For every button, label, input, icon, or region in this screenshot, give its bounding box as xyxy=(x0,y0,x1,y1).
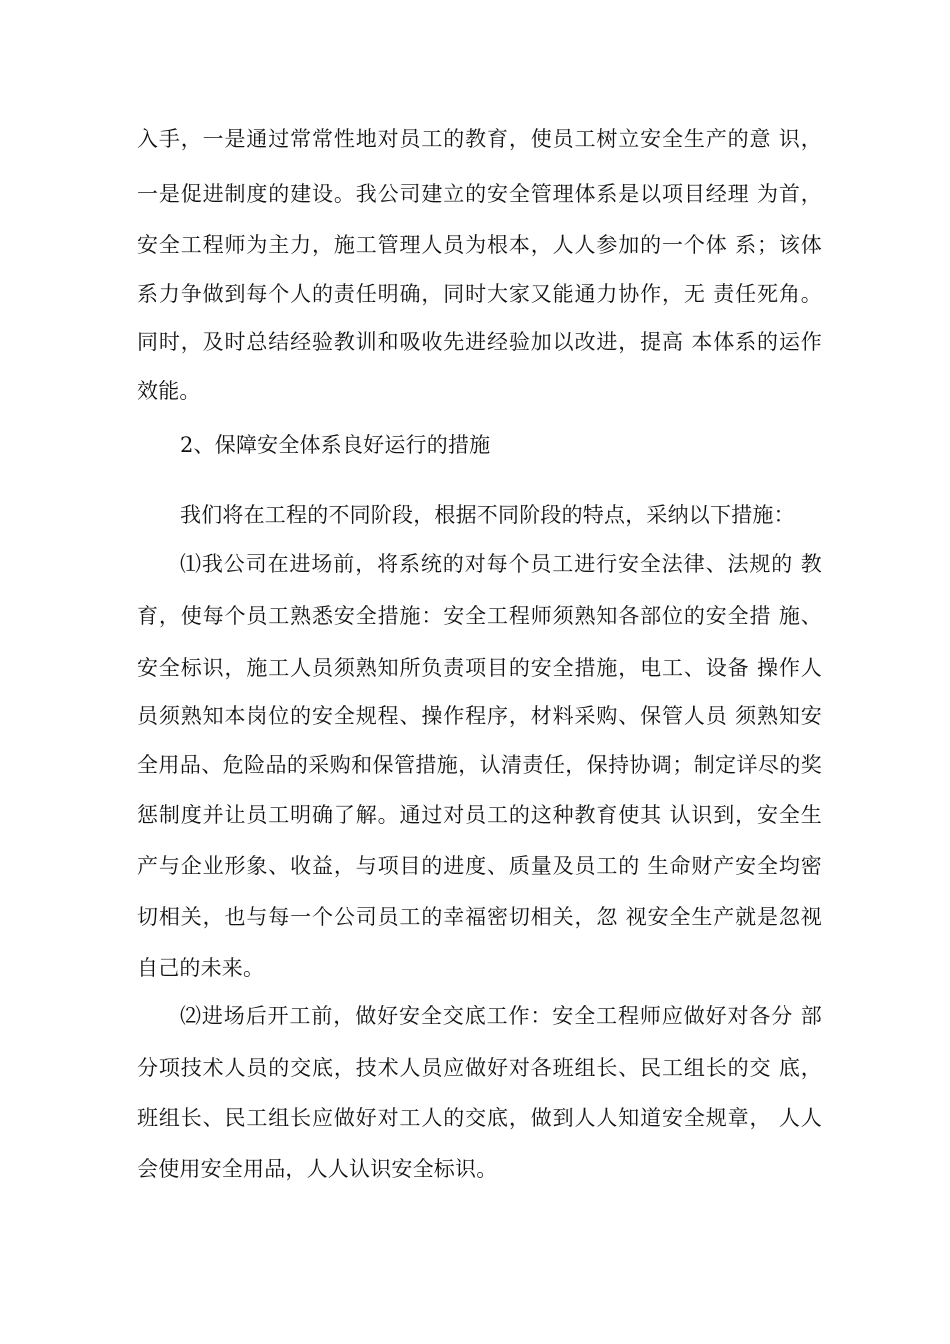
body-text-line: 会使用安全用品，人人认识安全标识。 xyxy=(137,1157,498,1181)
body-text-line: 产与企业形象、收益，与项目的进度、质量及员工的 生命财产安全均密 xyxy=(137,854,822,878)
body-text-line: 入手，一是通过常常性地对员工的教育，使员工树立安全生产的意 识， xyxy=(137,127,822,151)
body-text-line: 系力争做到每个人的责任明确，同时大家又能通力协作，无 责任死角。 xyxy=(137,282,822,306)
body-text-line: 员须熟知本岗位的安全规程、操作程序，材料采购、保管人员 须熟知安 xyxy=(137,704,822,728)
body-text-line: 效能。 xyxy=(137,379,201,403)
body-text-line: 自己的未来。 xyxy=(137,956,265,980)
body-text-line: 班组长、民工组长应做好对工人的交底，做到人人知道安全规章， 人人 xyxy=(137,1106,822,1130)
body-text-line: ⑴我公司在进场前，将系统的对每个员工进行安全法律、法规的 教 xyxy=(180,552,822,576)
section-heading: 2、保障安全体系良好运行的措施 xyxy=(180,433,491,457)
body-text-line: 一是促进制度的建设。我公司建立的安全管理体系是以项目经理 为首， xyxy=(137,182,822,206)
body-text-line: 育，使每个员工熟悉安全措施：安全工程师须熟知各部位的安全措 施、 xyxy=(137,604,822,628)
body-text-line: 切相关，也与每一个公司员工的幸福密切相关，忽 视安全生产就是忽视 xyxy=(137,905,822,929)
body-text-line: 安全工程师为主力，施工管理人员为根本，人人参加的一个体 系；该体 xyxy=(137,233,822,257)
body-text-line: 我们将在工程的不同阶段，根据不同阶段的特点，采纳以下措施： xyxy=(180,503,795,527)
body-text-line: ⑵进场后开工前，做好安全交底工作：安全工程师应做好对各分 部 xyxy=(180,1004,822,1028)
body-text-line: 分项技术人员的交底，技术人员应做好对各班组长、民工组长的交 底， xyxy=(137,1056,822,1080)
body-text-line: 同时，及时总结经验教训和吸收先进经验加以改进，提高 本体系的运作 xyxy=(137,330,822,354)
body-text-line: 惩制度并让员工明确了解。通过对员工的这种教育使其 认识到，安全生 xyxy=(137,803,822,827)
body-text-line: 安全标识，施工人员须熟知所负责项目的安全措施，电工、设备 操作人 xyxy=(137,656,822,680)
body-text-line: 全用品、危险品的采购和保管措施，认清责任，保持协调；制定详尽的奖 xyxy=(137,753,822,777)
